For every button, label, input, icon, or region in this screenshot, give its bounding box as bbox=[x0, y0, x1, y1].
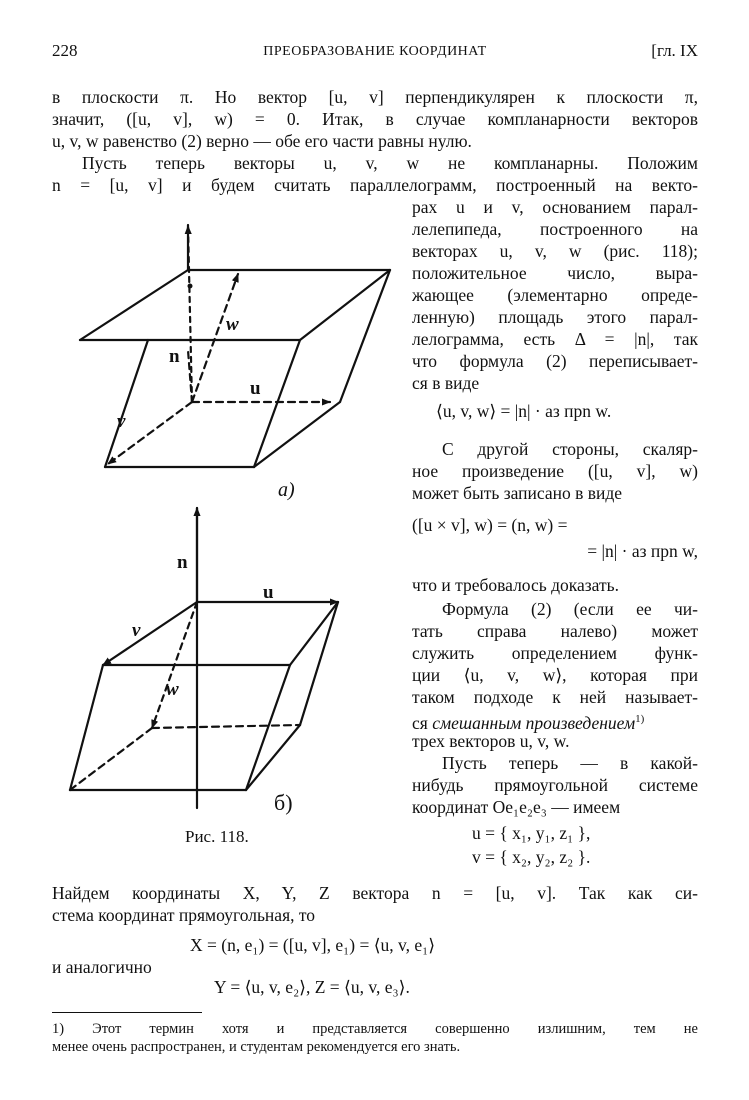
parallelepiped-a bbox=[80, 225, 390, 467]
text-line: рах u и v, основанием парал- bbox=[412, 197, 698, 217]
footnote-text: Этот термин хотя и представляется совершенно излишним, тем не bbox=[92, 1021, 698, 1037]
point-marker bbox=[188, 284, 193, 289]
text-line: что и требовалось доказать. bbox=[412, 575, 620, 595]
text-line: стема координат прямоугольная, то bbox=[52, 905, 316, 925]
figure-label-b: б) bbox=[274, 790, 293, 815]
footnote-line: менее очень распространен, и студентам рекомендуется его знать. bbox=[52, 1039, 461, 1055]
footnote-divider bbox=[52, 1012, 202, 1013]
text-line: таком подходе к ней называет- bbox=[412, 687, 698, 707]
chapter-label: [гл. IX bbox=[651, 41, 698, 60]
text-line: служить определением функ- bbox=[412, 643, 698, 663]
label-v: v bbox=[132, 620, 141, 641]
text-line: векторах u, v, w (рис. 118); bbox=[412, 241, 698, 261]
equation: ([u × v], w) = (n, w) = bbox=[412, 515, 568, 535]
text-line: Пусть теперь векторы u, v, w не компланарны. Положим bbox=[82, 153, 698, 173]
edge bbox=[246, 665, 290, 790]
label-n: n bbox=[169, 346, 180, 367]
edge bbox=[105, 340, 148, 467]
text-line: С другой стороны, скаляр- bbox=[442, 439, 698, 459]
text-line: значит, ([u, v], w) = 0. Итак, в случае компланарности векторов bbox=[52, 109, 698, 129]
footnote-line bbox=[52, 1020, 698, 1038]
footnote-ref: 1) bbox=[635, 713, 645, 725]
figure-caption: Рис. 118. bbox=[185, 827, 249, 846]
edge bbox=[70, 665, 103, 790]
text-line: и аналогично bbox=[52, 957, 152, 977]
text-line: Пусть теперь — в какой- bbox=[442, 753, 698, 773]
footnote-marker: 1) bbox=[52, 1021, 65, 1037]
text-span: ся bbox=[412, 712, 433, 733]
edge bbox=[290, 602, 338, 665]
hidden-edge bbox=[70, 728, 152, 790]
text-line: жающее (элементарно опреде- bbox=[412, 285, 698, 305]
label-v: v bbox=[117, 411, 126, 432]
vector-w bbox=[192, 274, 238, 402]
term-emphasis: смешанным произведением bbox=[432, 712, 636, 733]
text-line: ся в виде bbox=[412, 373, 480, 393]
text-line: Формула (2) (если ее чи- bbox=[442, 599, 698, 619]
edge bbox=[80, 270, 188, 340]
edge bbox=[254, 340, 300, 467]
text-line: тать справа налево) может bbox=[412, 621, 698, 641]
text-line: лелограмма, есть Δ = |n|, так bbox=[412, 329, 698, 349]
text-line: может быть записано в виде bbox=[412, 483, 623, 503]
text-line: положительное число, выра- bbox=[412, 263, 698, 283]
text-line: нибудь прямоугольной системе bbox=[412, 775, 698, 795]
label-u: u bbox=[263, 582, 274, 603]
equation: u = { x₁, y₁, z₁ }, bbox=[472, 823, 591, 843]
equation: = |n| · аз прn w, bbox=[587, 541, 698, 561]
equation: X = (n, e₁) = ([u, v], e₁) = ⟨u, v, e₁⟩ bbox=[190, 935, 436, 955]
text-line: Найдем координаты X, Y, Z вектора n = [u, v]. Так как си- bbox=[52, 883, 698, 903]
text-line: трех векторов u, v, w. bbox=[412, 731, 570, 751]
equation: v = { x₂, y₂, z₂ }. bbox=[472, 847, 591, 867]
figure-label-a: a) bbox=[278, 479, 295, 501]
page-number: 228 bbox=[52, 41, 78, 60]
parallelepiped-b bbox=[70, 508, 338, 808]
vector-v bbox=[103, 602, 197, 665]
hidden-edge bbox=[152, 725, 300, 728]
text-line: лелепипеда, построенного на bbox=[412, 219, 698, 239]
label-w: w bbox=[166, 679, 179, 700]
text-line: u, v, w равенство (2) верно — обе его части равны нулю. bbox=[52, 131, 472, 151]
text-line: в плоскости π. Но вектор [u, v] перпендикулярен к плоскости π, bbox=[52, 87, 698, 107]
figure-118 bbox=[40, 190, 410, 860]
equation: ⟨u, v, w⟩ = |n| · аз прn w. bbox=[436, 401, 612, 421]
edge bbox=[300, 602, 338, 725]
text-line: что формула (2) переписывает- bbox=[412, 351, 698, 371]
text-line: ции ⟨u, v, w⟩, которая при bbox=[412, 665, 698, 685]
text-line: n = [u, v] и будем считать параллелограмм, построенный на векто- bbox=[52, 175, 698, 195]
label-w: w bbox=[226, 314, 239, 335]
text-line: координат Oe₁e₂e₃ — имеем bbox=[412, 797, 621, 817]
equation: Y = ⟨u, v, e₂⟩, Z = ⟨u, v, e₃⟩. bbox=[214, 977, 410, 997]
running-title: ПРЕОБРАЗОВАНИЕ КООРДИНАТ bbox=[263, 44, 487, 59]
text-line: ное произведение ([u, v], w) bbox=[412, 461, 698, 481]
text-line: ленную) площадь этого парал- bbox=[412, 307, 698, 327]
edge bbox=[246, 725, 300, 790]
label-u: u bbox=[250, 378, 261, 399]
label-n: n bbox=[177, 552, 188, 573]
